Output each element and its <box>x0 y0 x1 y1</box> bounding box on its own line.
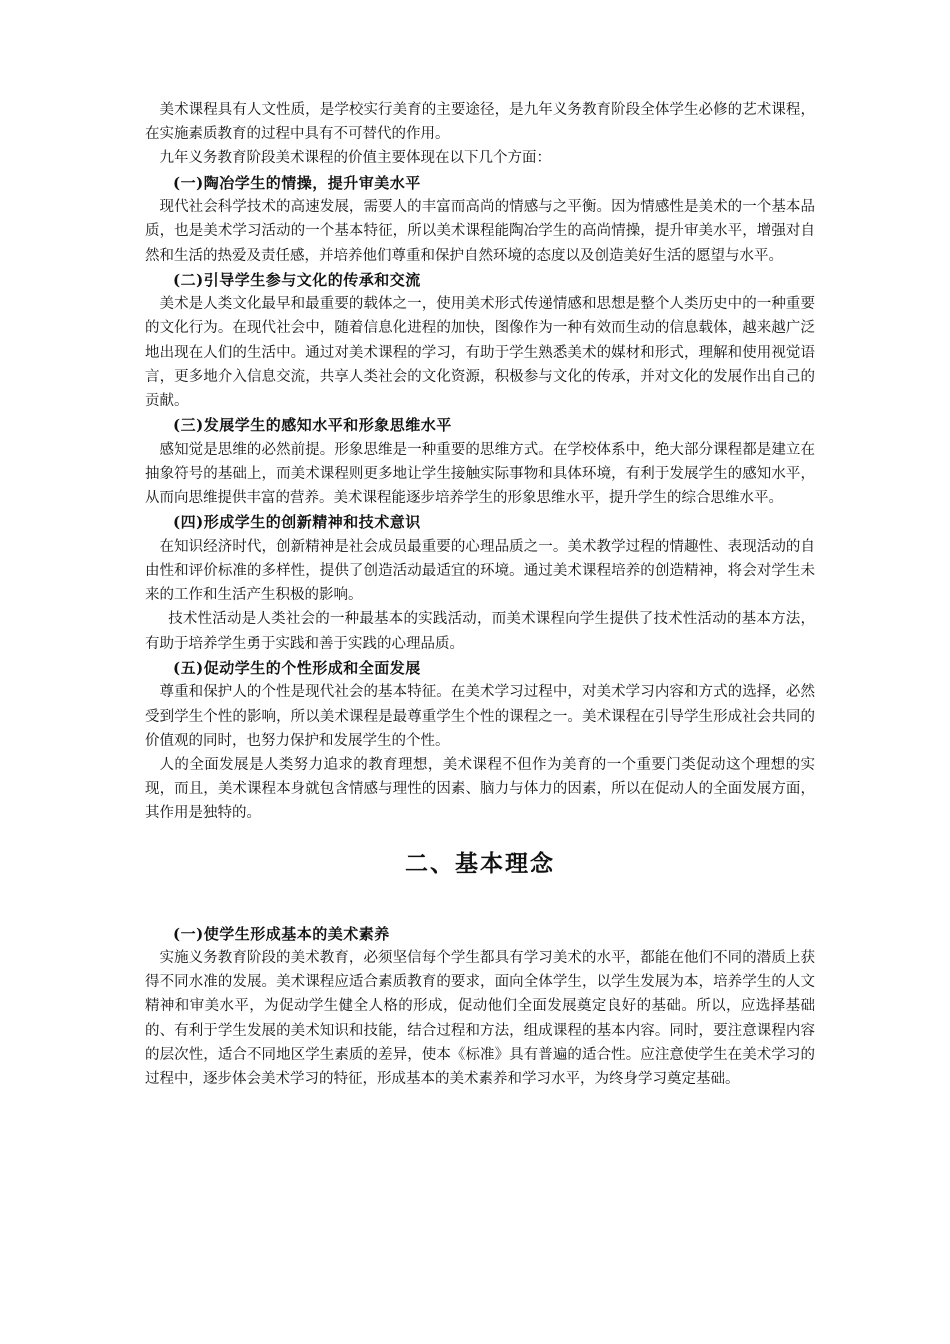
section-4-paragraph-2: 技术性活动是人类社会的一种最基本的实践活动，而美术课程向学生提供了技术性活动的基本方法，有助于培养学生勇于实践和善于实践的心理品质。 <box>145 611 815 652</box>
section-title: 二、基本理念 <box>405 850 555 877</box>
section-3-paragraph-1: 感知觉是思维的必然前提。形象思维是一种重要的思维方式。在学校体系中，绝大部分课程都是建立在抽象符号的基础上，而美术课程则更多地让学生接触实际事物和具体环境，有利于发展学生的感知水平，从而向思维提供丰富的营养。美术课程能逐步培养学生的形象思维水平，提升学生的综合思维水平。 <box>145 441 815 507</box>
section-heading-5: (五)促动学生的个性形成和全面发展 <box>173 658 421 677</box>
intro-paragraph-1: 美术课程具有人文性质，是学校实行美育的主要途径，是九年义务教育阶段全体学生必修的艺术课程，在实施素质教育的过程中具有不可替代的作用。 <box>145 102 815 143</box>
section-heading-3: (三)发展学生的感知水平和形象思维水平 <box>173 416 452 435</box>
section-5-paragraph-1: 尊重和保护人的个性是现代社会的基本特征。在美术学习过程中，对美术学习内容和方式的选择，必然受到学生个性的影响，所以美术课程是最尊重学生个性的课程之一。美术课程在引导学生形成社会共同的价值观的同时，也努力保护和发展学生的个性。 <box>145 684 815 749</box>
section-5-paragraph-2: 人的全面发展是人类努力追求的教育理想，美术课程不但作为美育的一个重要门类促动这个理想的实现，而且，美术课程本身就包含情感与理性的因素、脑力与体力的因素，所以在促动人的全面发展方面，其作用是独特的。 <box>145 756 815 822</box>
section-4-paragraph-1: 在知识经济时代，创新精神是社会成员最重要的心理品质之一。美术教学过程的情趣性、表现活动的自由性和评价标准的多样性，提供了创造活动最适宜的环境。通过美术课程培养的创造精神，将会对学生未来的工作和生活产生积极的影响。 <box>145 538 815 604</box>
section-heading-4: (四)形成学生的创新精神和技术意识 <box>173 513 421 532</box>
section-2-paragraph-1: 美术是人类文化最早和最重要的载体之一，使用美术形式传递情感和思想是整个人类历史中的一种重要的文化行为。在现代社会中，随着信息化进程的加快，图像作为一种有效而生动的信息载体，越来越广泛地出现在人们的生活中。通过对美术课程的学习，有助于学生熟悉美术的媒材和形式，理解和使用视觉语言，更多地介入信息交流，共享人类社会的文化资源，积极参与文化的传承，并对文化的发展作出自己的贡献。 <box>145 296 815 410</box>
concept-paragraph-1: 实施义务教育阶段的美术教育，必须坚信每个学生都具有学习美术的水平，都能在他们不同的潜质上获得不同水准的发展。美术课程应适合素质教育的要求，面向全体学生，以学生发展为本，培养学生的人文精神和审美水平，为促动学生健全人格的形成，促动他们全面发展奠定良好的基础。所以，应选择基础的、有利于学生发展的美术知识和技能，结合过程和方法，组成课程的基本内容。同时，要注意课程内容的层次性，适合不同地区学生素质的差异，使本《标准》具有普遍的适合性。应注意使学生在美术学习的过程中，逐步体会美术学习的特征，形成基本的美术素养和学习水平，为终身学习奠定基础。 <box>145 950 815 1088</box>
section-heading-1: (一)陶冶学生的情操，提升审美水平 <box>173 173 421 192</box>
document-page <box>145 98 815 1091</box>
concept-heading-1: (一)使学生形成基本的美术素养 <box>173 924 390 943</box>
section-1-paragraph-1: 现代社会科学技术的高速发展，需要人的丰富而高尚的情感与之平衡。因为情感性是美术的一个基本品质，也是美术学习活动的一个基本特征，所以美术课程能陶冶学生的高尚情操，提升审美水平，增强对自然和生活的热爱及责任感，并培养他们尊重和保护自然环境的态度以及创造美好生活的愿望与水平。 <box>145 199 815 264</box>
intro-paragraph-2: 九年义务教育阶段美术课程的价值主要体现在以下几个方面： <box>159 150 551 167</box>
section-heading-2: (二)引导学生参与文化的传承和交流 <box>173 270 421 289</box>
